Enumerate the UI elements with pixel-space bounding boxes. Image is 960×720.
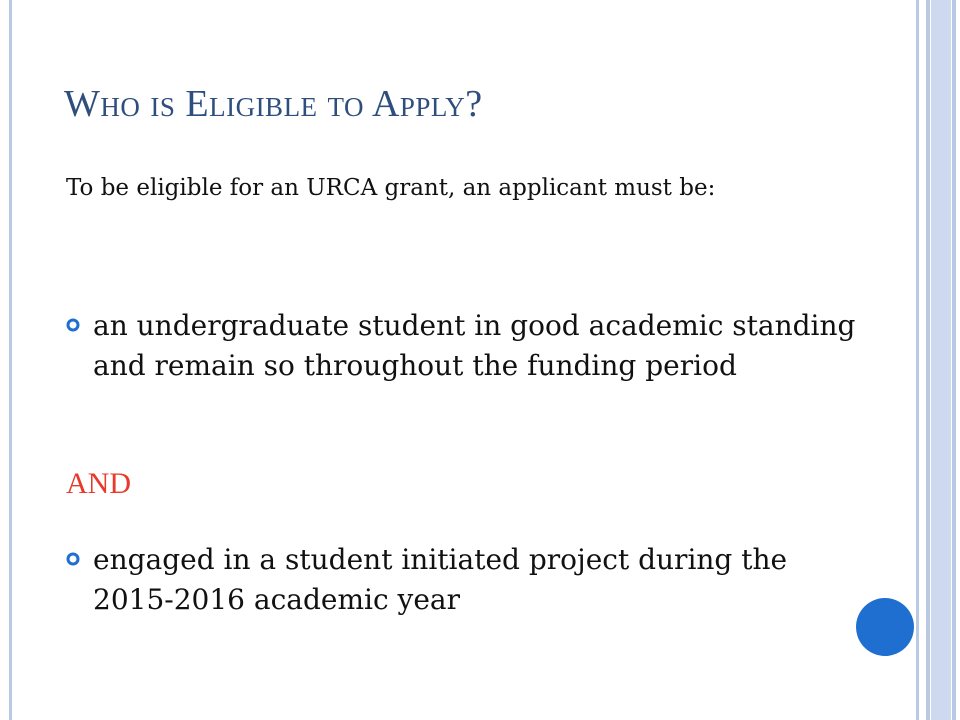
stripe (926, 0, 930, 720)
decorative-dot (856, 598, 914, 656)
stripe (952, 0, 956, 720)
right-decorative-stripes (912, 0, 960, 720)
intro-text: To be eligible for an URCA grant, an applicant must be: (66, 175, 716, 201)
stripe (916, 0, 919, 720)
stripe (931, 0, 951, 720)
left-border-line (9, 0, 12, 720)
ring-bullet-icon (66, 552, 80, 566)
bullet-item (66, 540, 876, 620)
ring-bullet-icon (66, 318, 80, 332)
slide-title: Who is Eligible to Apply? (64, 83, 483, 125)
bullet-text: an undergraduate student in good academic standing and remain so throughout the funding period (93, 309, 856, 382)
conjunction-label: AND (66, 467, 131, 500)
bullet-text: engaged in a student initiated project during the 2015-2016 academic year (93, 543, 788, 616)
bullet-item (66, 306, 876, 386)
